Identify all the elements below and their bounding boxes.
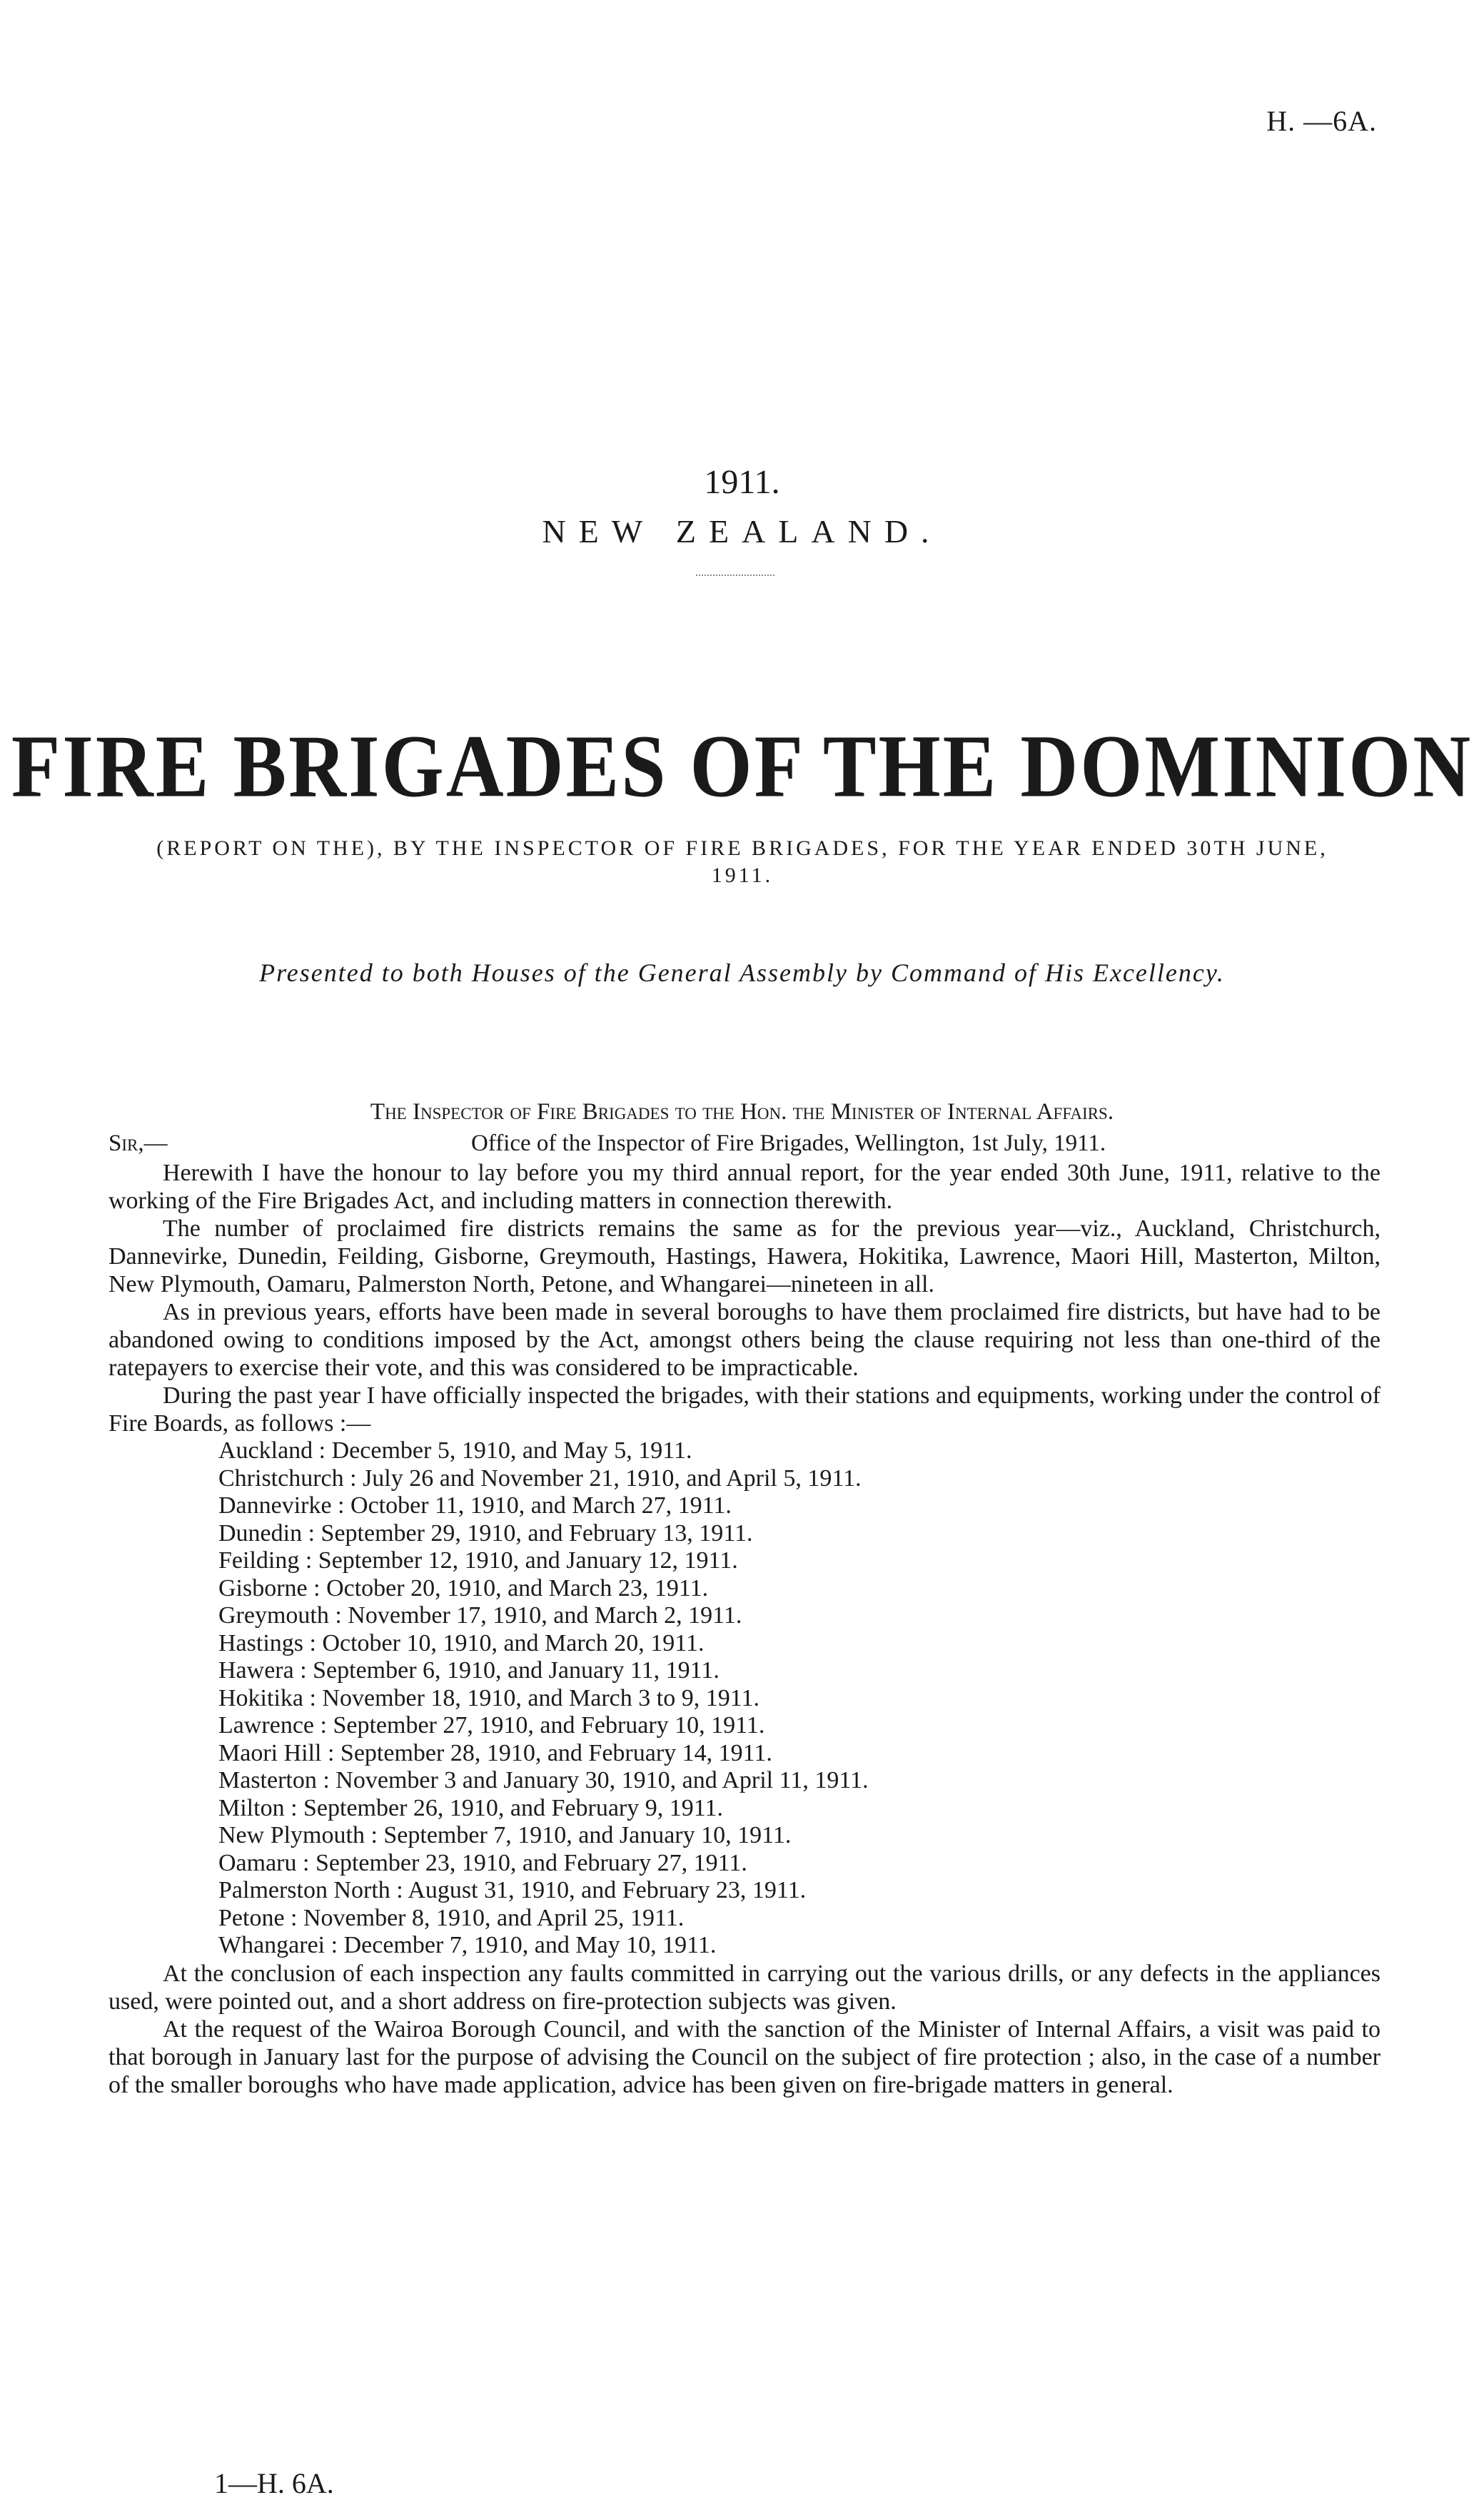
inspection-entry: Dunedin : September 29, 1910, and February 13, 1911. [218, 1519, 753, 1547]
inspection-entry: Gisborne : October 20, 1910, and March 23, 1911. [218, 1574, 709, 1601]
salutation: Sir,— [108, 1130, 168, 1156]
report-year: 1911. [704, 463, 780, 501]
page-reference: H. —6A. [1266, 105, 1377, 137]
inspection-entry: Oamaru : September 23, 1910, and February 27, 1911. [218, 1849, 747, 1876]
paragraph: The number of proclaimed fire districts remains the same as for the previous year—viz., Auckland, Christchurch, Dannevirke, Dunedin, Feilding, Gisborne, Greymouth, Hastings, Hawera, Hokitika, Lawrence, Maori Hill, Masterton, Milton, New Plymouth, Oamaru, Palmerston North, Petone, and Whangarei—nineteen in all. [108, 1215, 1380, 1297]
letter-address-line: The Inspector of Fire Brigades to the Hon. the Minister of Internal Affairs. [370, 1099, 1114, 1125]
paragraph: At the conclusion of each inspection any faults committed in carrying out the various drills, or any defects in the appliances used, were pointed out, and a short address on fire-protection subjects was given. [108, 1960, 1380, 2015]
inspection-entry: Auckland : December 5, 1910, and May 5, 1911. [218, 1437, 692, 1464]
inspection-entry: Dannevirke : October 11, 1910, and March 27, 1911. [218, 1492, 732, 1519]
inspection-entry: Greymouth : November 17, 1910, and March 2, 1911. [218, 1602, 742, 1629]
inspection-entry: Lawrence : September 27, 1910, and February 10, 1911. [218, 1712, 765, 1739]
report-body [108, 1159, 1380, 2099]
presented-line: Presented to both Houses of the General Assembly by Command of His Excellency. [259, 958, 1225, 987]
inspection-list [108, 1437, 1380, 1960]
paragraph: During the past year I have officially inspected the brigades, with their stations and equipments, working under the control of Fire Boards, as follows :— [108, 1382, 1380, 1437]
inspection-entry: Hawera : September 6, 1910, and January 11, 1911. [218, 1657, 720, 1684]
inspection-entry: Masterton : November 3 and January 30, 1910, and April 11, 1911. [218, 1767, 869, 1793]
office-date-line: Office of the Inspector of Fire Brigades, Wellington, 1st July, 1911. [471, 1130, 1106, 1156]
divider-rule [696, 575, 774, 576]
inspection-entry: New Plymouth : September 7, 1910, and January 10, 1911. [218, 1822, 792, 1848]
inspection-entry: Feilding : September 12, 1910, and January 12, 1911. [218, 1547, 738, 1574]
paragraph: At the request of the Wairoa Borough Council, and with the sanction of the Minister of Internal Affairs, a visit was paid to that borough in January last for the purpose of advising the Council on the subject of fire protection ; also, in the case of a number of the smaller boroughs who have made application, advice has been given on fire-brigade matters in general. [108, 2015, 1380, 2098]
document-subtitle: (REPORT ON THE), BY THE INSPECTOR OF FIRE BRIGADES, FOR THE YEAR ENDED 30TH JUNE, 1911. [156, 836, 1328, 887]
document-title: FIRE BRIGADES OF THE DOMINION [11, 717, 1473, 816]
inspection-entry: Petone : November 8, 1910, and April 25, 1911. [218, 1904, 685, 1931]
inspection-entry: Milton : September 26, 1910, and February 9, 1911. [218, 1794, 723, 1821]
inspection-entry: Hastings : October 10, 1910, and March 20, 1911. [218, 1629, 705, 1656]
paragraph: Herewith I have the honour to lay before you my third annual report, for the year ended 30th June, 1911, relative to the working of the Fire Brigades Act, and including matters in connection therewith. [108, 1160, 1380, 1214]
inspection-entry: Maori Hill : September 28, 1910, and February 14, 1911. [218, 1739, 772, 1766]
inspection-entry: Whangarei : December 7, 1910, and May 10, 1911. [218, 1932, 717, 1958]
country-heading: NEW ZEALAND. [542, 513, 942, 550]
inspection-entry: Palmerston North : August 31, 1910, and February 23, 1911. [218, 1877, 807, 1903]
paragraph: As in previous years, efforts have been made in several boroughs to have them proclaimed fire districts, but have had to be abandoned owing to conditions imposed by the Act, amongst others being the clause requiring not less than one-third of the ratepayers to exercise their vote, and this was considered to be impracticable. [108, 1299, 1380, 1381]
inspection-entry: Hokitika : November 18, 1910, and March 3 to 9, 1911. [218, 1684, 759, 1711]
page-footer-mark: 1—H. 6A. [214, 2467, 334, 2499]
inspection-entry: Christchurch : July 26 and November 21, 1910, and April 5, 1911. [218, 1464, 862, 1492]
